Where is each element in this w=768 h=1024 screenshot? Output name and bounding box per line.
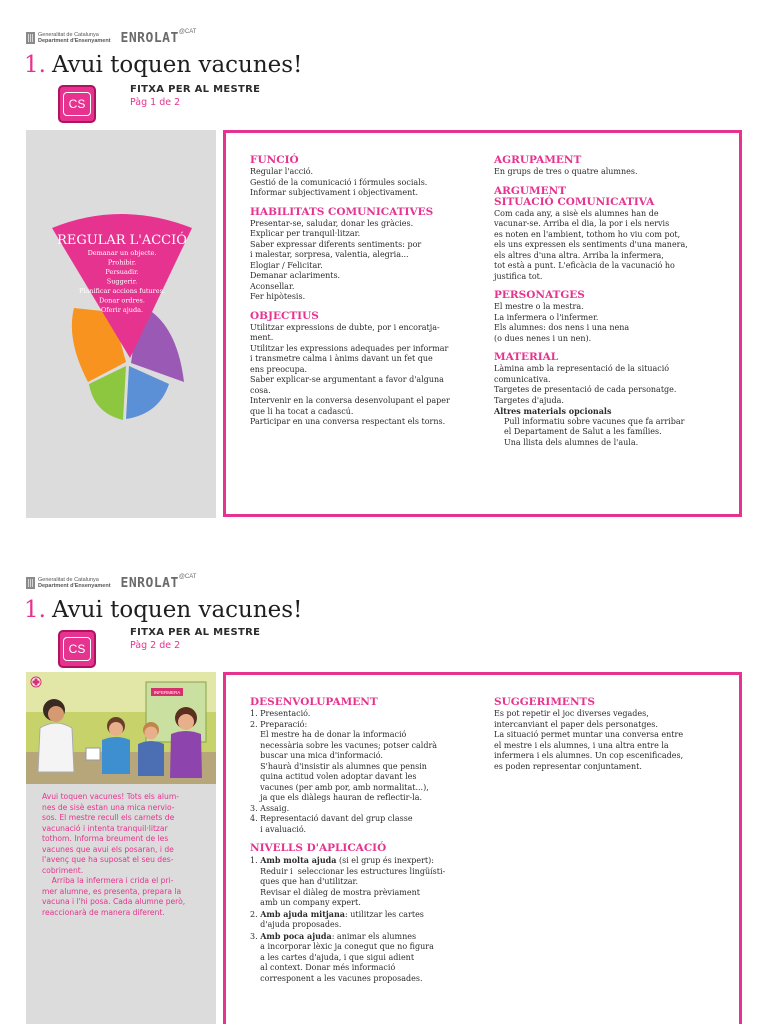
nivells-item-3-line: a les cartes d'ajuda, i que sigui adient [250, 952, 415, 962]
funcio-line: Informar subjectivament i objectivament. [250, 188, 419, 197]
habilitats-line: Saber expressar diferents sentiments: por [250, 239, 422, 249]
habilitats-line: Fer hipòtesis. [250, 292, 306, 301]
objectius-line: i transmetre calma i ànims davant un fet que [250, 354, 433, 363]
material-line: Làmina amb la representació de la situació [494, 364, 670, 373]
nivells-item-2-line: d'ajuda proposades. [250, 920, 342, 929]
situacio-heading: SITUACIÓ COMUNICATIVA [494, 195, 655, 208]
gencat-line1: Generalitat de Catalunya [38, 32, 99, 38]
gencat-text [38, 577, 111, 589]
story-line: Arriba la infermera i crida el pri- [42, 876, 174, 885]
nivells-item-3-label: Amb poca ajuda [260, 930, 332, 941]
nivells-item-1-lines [250, 867, 480, 909]
agrupament-lines [494, 167, 730, 178]
teacher-sheet-page-2 [0, 565, 768, 1024]
brand-sup: @CAT [178, 574, 197, 580]
nivells-item-2: 2. Amb ajuda mitjana: utilitzar les cartes [250, 908, 424, 919]
nivells-item-2-lines [250, 920, 480, 931]
argument-line: els uns expressen els sentiments d'una manera, [494, 240, 688, 249]
fan-item: Donar ordres. [99, 296, 145, 305]
objectius-line: ment. [250, 333, 274, 342]
sheet-content-box [223, 672, 742, 1024]
fan-item: Demanar un objecte. [87, 249, 157, 257]
right-column [494, 695, 730, 772]
story-line: tothom. Informa breument de les [42, 834, 169, 843]
objectius-line: cosa. [250, 385, 271, 395]
habilitats-line: Explicar per tranquil·litzar. [250, 229, 361, 238]
gencat-logo-icon [26, 577, 35, 589]
story-panel [26, 672, 216, 1024]
funcio-lines [250, 167, 480, 199]
personatges-line: El mestre o la mestra. [494, 302, 584, 311]
habilitats-line: Aconsellar. [250, 281, 295, 291]
gencat-text [38, 32, 111, 44]
optional-materials-lines [494, 417, 730, 449]
argument-lines [494, 209, 730, 283]
argument-heading: ARGUMENT [494, 184, 567, 197]
story-text [42, 792, 210, 918]
desenvolupament-line: ja que els diàlegs hauran de reflectir-la. [250, 793, 423, 802]
habilitats-heading: HABILITATS COMUNICATIVES [250, 205, 434, 218]
objectius-heading: OBJECTIUS [250, 309, 319, 322]
desenvolupament-line: i avaluació. [250, 824, 307, 834]
personatges-heading: PERSONATGES [494, 289, 585, 301]
story-line: reaccionarà de manera diferent. [42, 907, 165, 917]
argument-line: els altres d'una altra. Arriba la infermera, [494, 250, 664, 260]
habilitats-lines [250, 219, 480, 303]
nivells-item-3-rest: : animar els alumnes [331, 931, 417, 941]
desenvolupament-line: S'haurà d'insistir als alumnes que pensin [250, 761, 427, 771]
story-line: nes de sisè estan una mica nervio- [42, 802, 175, 812]
nivells-item-3-lines [250, 942, 480, 984]
suggeriments-lines [494, 709, 730, 772]
nivells-item-1-line: amb un company expert. [250, 898, 361, 907]
nivells-item-1: 1. Amb molta ajuda (si el grup és inexpert): [250, 855, 434, 865]
fan-item: Prohibir. [107, 258, 137, 267]
story-line: l'avenç que ha suposat el seu des- [42, 855, 174, 864]
objectius-line: que li ha tocat a cadascú. [250, 406, 354, 416]
function-fan-panel [26, 130, 216, 518]
vaccination-illustration [26, 672, 216, 784]
fan-title: REGULAR L'ACCIÓ [57, 233, 187, 248]
left-column [250, 695, 480, 984]
nivells-item-3-line: al context. Donar més informació [250, 963, 396, 972]
optional-materials-heading: Altres materials opcionals [494, 406, 612, 416]
story-line: sos. El mestre recull els carnets de [42, 813, 175, 822]
nivells-item-1-line: ques que han d'utilitzar. [250, 877, 359, 886]
optional-material-line: el Departament de Salut a les famílies. [504, 427, 662, 436]
suggeriments-heading: SUGGERIMENTS [494, 696, 595, 708]
header-logos [26, 573, 196, 593]
personatges-line: (o dues nenes i un nen). [494, 333, 592, 343]
suggeriments-line: infermera i els alumnes. Un cop escenificades, [494, 751, 684, 760]
habilitats-line: Demanar aclariments. [250, 271, 341, 280]
suggeriments-line: La situació permet muntar una conversa entre [494, 730, 684, 739]
fan-item: Planificar accions futures. [78, 287, 166, 295]
desenvolupament-line: 2. Preparació: [250, 719, 308, 729]
brand-sup: @CAT [178, 29, 197, 35]
objectius-line: Utilitzar les expressions adequades per informar [250, 343, 449, 353]
nivells-item-1-rest: (si el grup és inexpert): [336, 856, 434, 865]
suggeriments-line: el mestre i els alumnes, i una altra entre la [494, 740, 669, 750]
desenvolupament-line: El mestre ha de donar la informació [250, 730, 407, 739]
infermera-sign-text: INFERMERA [153, 690, 181, 695]
optional-material-line: Una llista dels alumnes de l'aula. [504, 437, 639, 447]
desenvolupament-line: 1. Presentació. [250, 709, 311, 718]
desenvolupament-line: vacunes (per amb por, amb normalitat...), [250, 782, 429, 792]
material-line: comunicativa. [494, 374, 551, 384]
nivells-item-3: 3. Amb poca ajuda: animar els alumnes [250, 930, 417, 941]
nivells-item-2-label: Amb ajuda mitjana [260, 908, 345, 919]
desenvolupament-lines [250, 709, 480, 835]
funcio-line: Regular l'acció. [250, 167, 313, 176]
personatges-lines [494, 302, 730, 344]
objectius-line: ens preocupa. [250, 364, 308, 374]
function-fan-diagram [26, 130, 216, 518]
suggeriments-line: intercanviant el paper dels personatges. [494, 719, 658, 729]
objectius-lines [250, 323, 480, 428]
argument-line: vacunar-se. Arriba el dia, la por i els nervis [494, 219, 670, 228]
fan-item: Persuadir. [105, 268, 139, 276]
nivells-item-1-line: Reduir i seleccionar les estructures lingüísti- [250, 866, 446, 876]
material-lines [494, 364, 730, 406]
cs-badge [58, 85, 96, 123]
nivells-item-3-line: corresponent a les vacunes proposades. [250, 973, 423, 983]
sheet-label: FITXA PER AL MESTRE [130, 627, 261, 638]
gencat-line2: Department d'Ensenyament [38, 583, 111, 589]
page-indicator: Pàg 1 de 2 [130, 97, 181, 108]
cs-badge-label: CS [63, 92, 91, 116]
story-line: Avui toquen vacunes! Tots els alum- [42, 792, 179, 801]
personatges-line: Els alumnes: dos nens i una nena [494, 323, 630, 332]
title-number: 1. [24, 597, 46, 623]
title-text: Avui toquen vacunes! [51, 597, 303, 623]
material-line: Targetes de presentació de cada personatge. [494, 385, 677, 394]
nivells-heading: NIVELLS D'APLICACIÓ [250, 842, 387, 854]
story-line: cobriment. [42, 865, 84, 875]
nivells-item-3-line: a incorporar lèxic ja conegut que no figura [250, 942, 434, 951]
material-line: Targetes d'ajuda. [494, 395, 564, 405]
desenvolupament-line: buscar una mica d'informació. [250, 751, 383, 760]
suggeriments-line: Es pot repetir el joc diverses vegades, [494, 709, 649, 718]
header-logos [26, 28, 196, 48]
desenvolupament-heading: DESENVOLUPAMENT [250, 696, 378, 708]
argument-line: Com cada any, a sisè els alumnes han de [494, 208, 659, 218]
funcio-line: Gestió de la comunicació i fórmules socials. [250, 177, 428, 187]
gencat-line2: Department d'Ensenyament [38, 38, 111, 44]
material-heading: MATERIAL [494, 351, 559, 363]
desenvolupament-line: necessària sobre les vacunes; potser caldrà [250, 740, 438, 750]
sheet-content-box [223, 130, 742, 517]
optional-material-line: Pull informatiu sobre vacunes que fa arribar [504, 416, 685, 426]
habilitats-line: Elogiar / Felicitar. [250, 260, 323, 270]
story-line: vacunes que avui els posaran, i de [42, 844, 174, 854]
objectius-line: Utilitzar expressions de dubte, por i encoratja- [250, 322, 440, 332]
fan-item: Suggerir. [106, 277, 138, 286]
fan-item: Oferir ajuda. [100, 306, 144, 314]
story-line: mer alumne, es presenta, prepara la [42, 886, 182, 896]
nivells-item-1-label: Amb molta ajuda [260, 855, 337, 865]
cs-badge [58, 630, 96, 668]
page-title [24, 52, 302, 78]
right-column [494, 153, 730, 448]
page-indicator: Pàg 2 de 2 [130, 640, 181, 651]
desenvolupament-line: 4. Representació davant del grup classe [250, 814, 413, 823]
habilitats-line: i malestar, sorpresa, valentia, alegria... [250, 250, 409, 259]
nivells-item-2-rest: : utilitzar les cartes [344, 909, 424, 919]
personatges-line: La infermera o l'infermer. [494, 312, 599, 322]
agrupament-line: En grups de tres o quatre alumnes. [494, 167, 638, 176]
sheet-label: FITXA PER AL MESTRE [130, 84, 261, 95]
page-title [24, 597, 302, 623]
left-column [250, 153, 480, 428]
desenvolupament-line: 3. Assaig. [250, 803, 290, 813]
argument-line: justifica tot. [494, 271, 543, 281]
agrupament-heading: AGRUPAMENT [494, 154, 582, 166]
desenvolupament-line: quina actitud volen adoptar davant les [250, 772, 417, 781]
brand-logo: ENROLAT [120, 30, 179, 46]
cs-badge-label: CS [63, 637, 91, 661]
objectius-line: Participar en una conversa respectant els torns. [250, 417, 446, 426]
suggeriments-line: es poden representar conjuntament. [494, 761, 642, 771]
brand-logo: ENROLAT [120, 575, 179, 591]
title-text: Avui toquen vacunes! [51, 52, 303, 78]
objectius-line: Saber explicar-se argumentant a favor d'alguna [250, 375, 444, 384]
story-line: vacunació i intenta tranquil·litzar [42, 823, 168, 833]
gencat-line1: Generalitat de Catalunya [38, 577, 99, 583]
gencat-logo-icon [26, 32, 35, 44]
nivells-item-1-line: Revisar el diàleg de mostra prèviament [250, 887, 420, 897]
objectius-line: Intervenir en la conversa desenvolupant el paper [250, 396, 450, 405]
argument-line: tot està a punt. L'eficàcia de la vacunació ho [494, 261, 675, 270]
title-number: 1. [24, 52, 46, 78]
argument-line: es noten en l'ambient, tothom ho viu com pot, [494, 229, 681, 239]
story-line: vacuna i l'hi posa. Cada alumne però, [42, 897, 186, 906]
habilitats-line: Presentar-se, saludar, donar les gràcies. [250, 218, 414, 228]
funcio-heading: FUNCIÓ [250, 154, 299, 166]
